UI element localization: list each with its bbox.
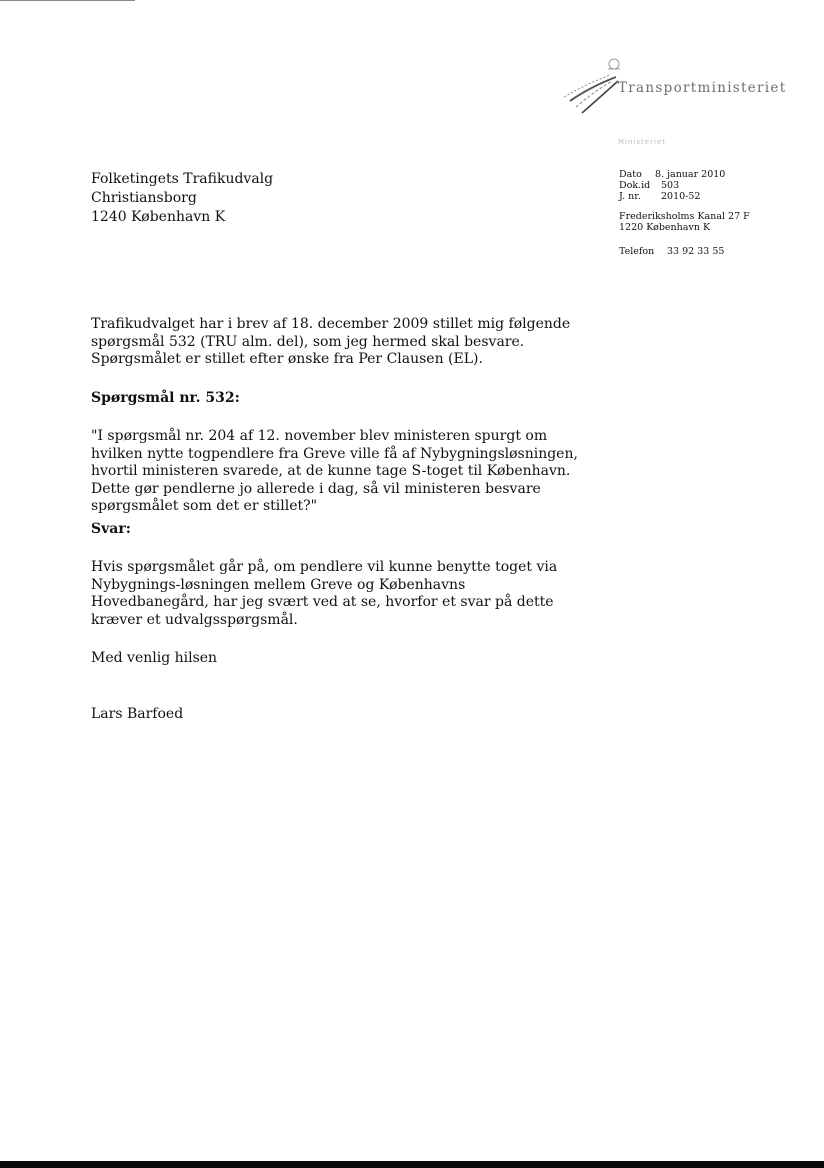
sender-street: Frederiksholms Kanal 27 F <box>619 211 750 222</box>
jnr-label: J. nr. <box>619 191 641 202</box>
faint-stamp: Ministeriet <box>618 138 666 146</box>
answer-heading: Svar: <box>91 521 131 537</box>
recipient-address <box>91 170 273 227</box>
letter-metadata <box>619 169 750 257</box>
phone-row <box>619 246 750 257</box>
date-label: Dato <box>619 169 642 180</box>
jnr-row <box>619 191 750 202</box>
answer-text: Hvis spørgsmålet går på, om pendlere vil kunne benytte toget via Nybygnings-løsningen mellem Greve og Københavns Hovedbanegård, har jeg svært ved at se, hvorfor et svar på dette kræver et udvalgsspørgsmål. <box>91 559 558 628</box>
ministry-name: Transportministeriet <box>618 80 787 96</box>
question-paragraph <box>91 428 581 516</box>
closing-line: Med venlig hilsen <box>91 650 218 666</box>
dokid-row <box>619 180 750 191</box>
phone-value: 33 92 33 55 <box>667 246 725 257</box>
date-row <box>619 169 750 180</box>
phone-label: Telefon <box>619 246 655 257</box>
scan-edge-line <box>0 0 135 1</box>
sender-city: 1220 København K <box>619 222 711 233</box>
date-value: 8. januar 2010 <box>655 169 726 180</box>
signature-name: Lars Barfoed <box>91 706 184 722</box>
dokid-value: 503 <box>661 180 680 191</box>
recipient-street: Christiansborg <box>91 190 197 206</box>
question-text: "I spørgsmål nr. 204 af 12. november blev ministeren spurgt om hvilken nytte togpendlere fra Greve ville få af Nybygningsløsningen, hvortil ministeren svarede, at de kunne tage S-toget til København. Dette gør pendlerne jo allerede i dag, så vil ministeren besvare spørgsmålet som det er stillet?" <box>91 428 578 515</box>
question-heading: Spørgsmål nr. 532: <box>91 390 240 406</box>
scan-bottom-edge <box>0 1161 824 1168</box>
recipient-name: Folketingets Trafikudvalg <box>91 171 274 187</box>
dokid-label: Dok.id <box>619 180 651 191</box>
answer-paragraph <box>91 559 581 629</box>
recipient-city: 1240 København K <box>91 209 226 225</box>
sender-address <box>619 211 750 233</box>
intro-text: Trafikudvalget har i brev af 18. december 2009 stillet mig følgende spørgsmål 532 (TRU alm. del), som jeg hermed skal besvare. Spørgsmålet er stillet efter ønske fra Per Clausen (EL). <box>91 316 571 368</box>
jnr-value: 2010-52 <box>661 191 701 202</box>
intro-paragraph <box>91 316 581 369</box>
ministry-logo <box>562 55 802 125</box>
